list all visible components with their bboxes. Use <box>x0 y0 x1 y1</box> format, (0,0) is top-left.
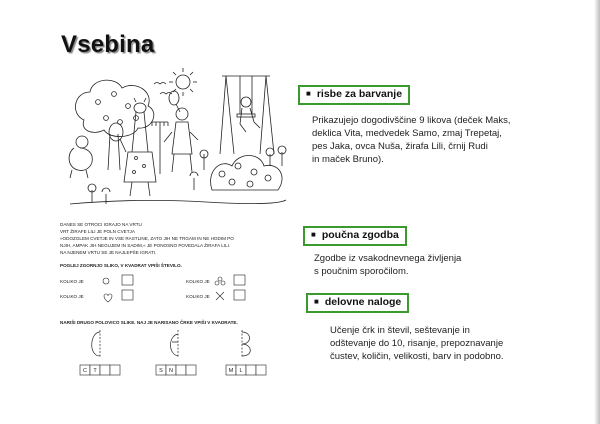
worksheet-intro-line: »ODOZGLEM CVETJE IN VSE RASTLINE, ZATO JIH NE TRGAM IN NE HODIM PO <box>60 236 234 241</box>
tree-drawing <box>75 80 153 170</box>
count-prompt: KOLIKO JE <box>186 294 210 299</box>
section-text-line: Prikazujejo dogodivščine 9 likova (deček Maks, <box>312 115 511 126</box>
section-label-text: risbe za barvanje <box>316 88 403 100</box>
bullet-icon: ■ <box>314 297 319 306</box>
section-label-delovne <box>306 293 409 313</box>
section-text-line: deklica Vita, medvedek Samo, zmaj Trepetaj, <box>312 128 502 139</box>
section-text-poucna <box>314 252 461 278</box>
letter-box: L <box>239 368 243 374</box>
letter-box: C <box>83 368 87 374</box>
section-text-line: pes Jaka, ovca Nuša, žirafa Lili, črnij Rudi <box>312 141 488 152</box>
slide-edge-shadow <box>594 0 600 424</box>
bullet-icon: ■ <box>311 230 316 239</box>
worksheet-intro-line: DANES SE OTROCI IGRAJO NA VRTU <box>60 222 142 227</box>
letter-box: N <box>169 368 173 374</box>
section-text-line: in maček Bruno). <box>312 154 384 165</box>
flowers-drawing <box>88 146 286 204</box>
bullet-icon: ■ <box>306 89 311 98</box>
section-label-poucna <box>303 226 407 246</box>
giraffe-drawing <box>109 98 156 196</box>
worksheet-intro-line: NA NJENEM VRTU SE JE NAJLEPŠE IGRATI. <box>60 250 157 255</box>
worksheet-draw-instruction: NARIŠI DRUGO POLOVICO SLIKE. NAJ JE NARISANO ČRKE VPIŠI V KVADRATE. <box>60 320 238 325</box>
letter-box: T <box>93 368 97 374</box>
worksheet-count-instruction: POGLEJ ZGORNJO SLIKO, V KVADRAT VPIŠI ŠTEVILO. <box>60 263 182 268</box>
sun-drawing <box>169 68 197 96</box>
page-title: Vsebina <box>61 31 155 58</box>
section-text-delovne <box>330 324 504 363</box>
dog-drawing <box>69 136 92 178</box>
worksheet-intro-line: VRT ŽIRAFE LILI JE POLN CVETJA <box>60 229 135 234</box>
count-prompt: KOLIKO JE <box>186 279 210 284</box>
section-text-line: odštevanje do 10, risanje, prepoznavanje <box>330 338 504 349</box>
section-label-text: poučna zgodba <box>321 229 399 241</box>
letter-box: M <box>228 368 234 374</box>
count-prompt: KOLIKO JE <box>60 294 84 299</box>
worksheet-intro-line: NJIH, AMPAK JIH NEGUJEM IN SADIM,« JE PONOSNO POVEDALA ŽIRAFA LILI. <box>60 243 231 248</box>
letter-box: S <box>159 368 163 374</box>
section-label-text: delovne naloge <box>324 296 402 308</box>
count-prompt: KOLIKO JE <box>60 279 84 284</box>
boy-drawing <box>164 91 198 172</box>
worksheet-image <box>56 62 294 390</box>
section-text-risbe <box>312 114 511 166</box>
section-text-line: Zgodbe iz vsakodnevnega življenja <box>314 253 462 264</box>
section-text-line: Učenje črk in števil, seštevanje in <box>330 325 470 336</box>
swing-set-drawing <box>220 76 274 154</box>
section-text-line: s poučnim sporočilom. <box>314 266 409 277</box>
section-text-line: čustev, količin, velikosti, barv in podobno. <box>330 351 504 362</box>
section-label-risbe <box>298 85 410 105</box>
